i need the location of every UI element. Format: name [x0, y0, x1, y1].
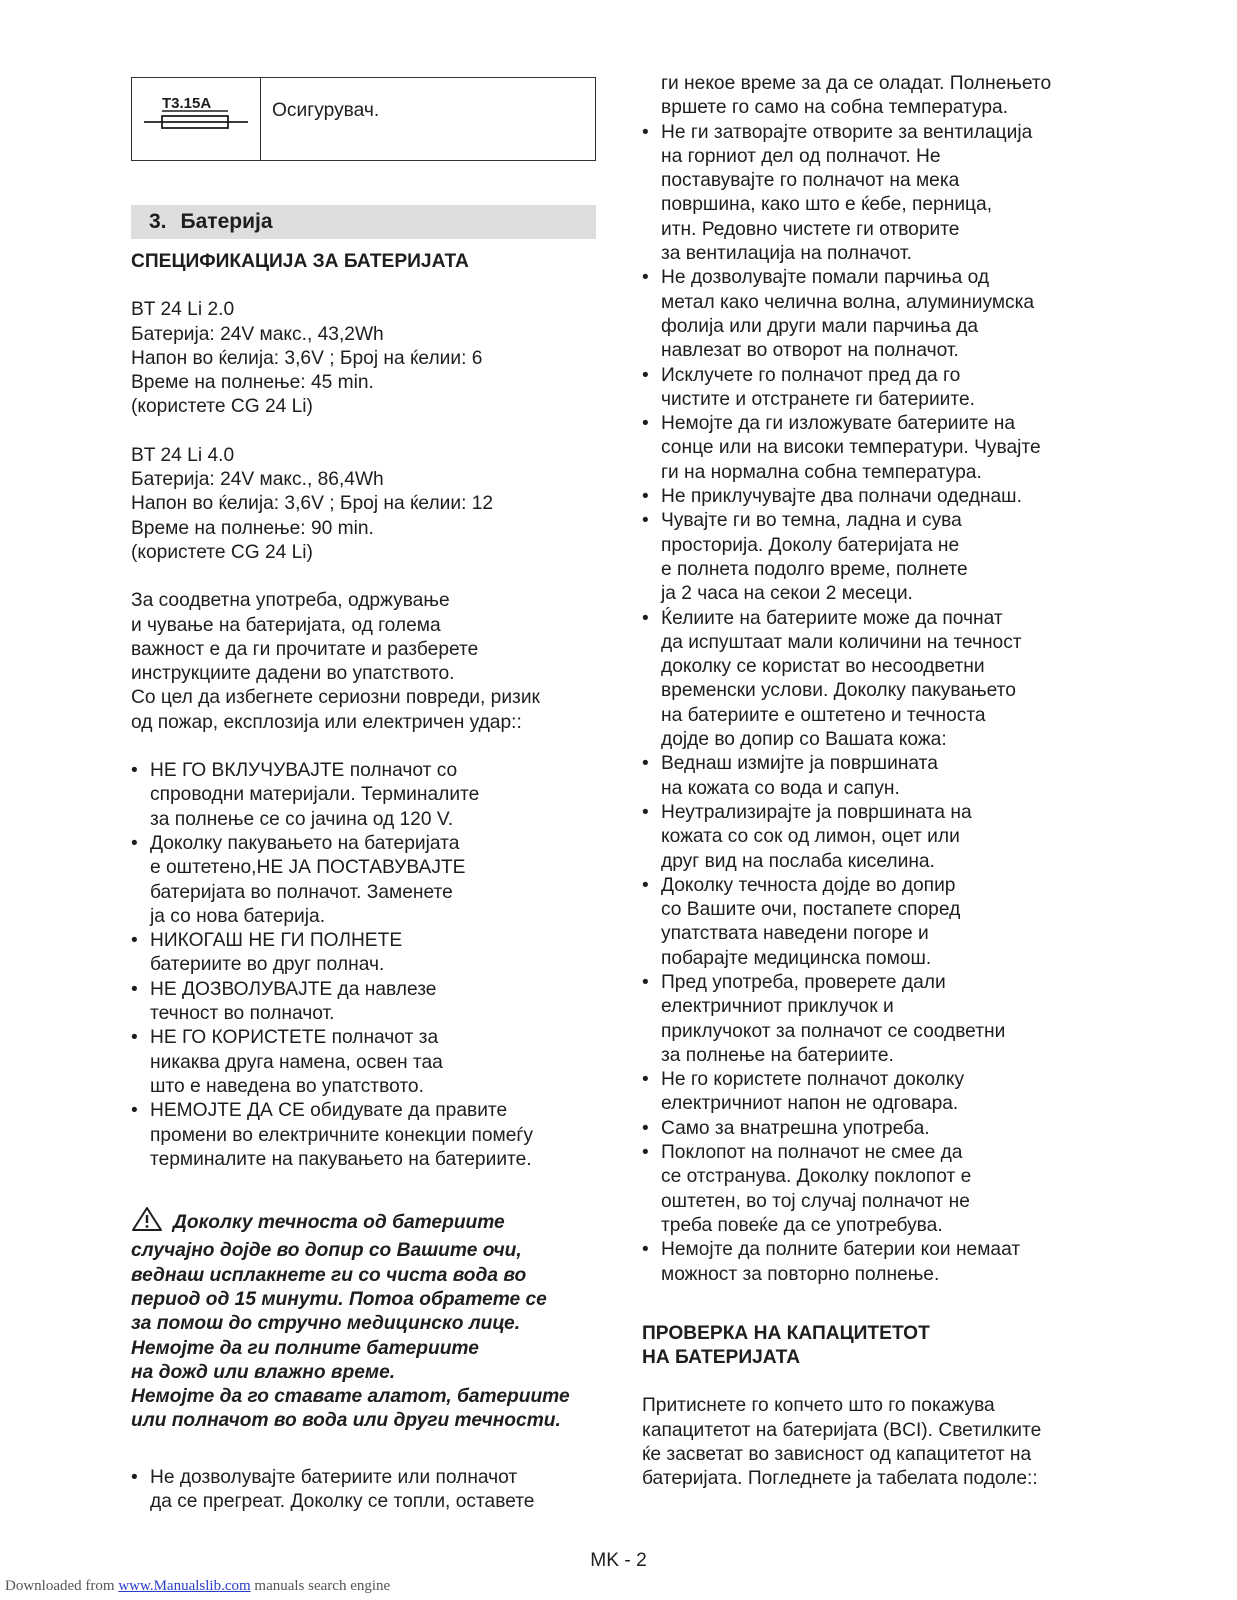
warning-block [131, 1206, 596, 1434]
page-number: MK - 2 [590, 1550, 647, 1571]
list-item: • НЕ ДОЗВОЛУВАЈТЕ да навлезе течност во полначот. [131, 978, 437, 1025]
intro-paragraph [131, 589, 596, 735]
manualslib-link[interactable]: www.Manualslib.com [118, 1578, 251, 1594]
list-item: • Доколку течноста дојде во допир со Вашите очи, постапете според упатствата наведени погоре и побарајте медицинска помош. [642, 874, 961, 969]
warning-line: на дожд или влажно време. [131, 1361, 396, 1383]
list-item: • Само за внатрешна употреба. [642, 1117, 930, 1139]
battery-cells: Напон во ќелија: 3,6V ; Број на ќелии: 12 [131, 493, 494, 515]
warning-line: за помош до стручно медицинско лице. [131, 1313, 521, 1335]
battery-capacity: Батерија: 24V макс., 86,4Wh [131, 469, 384, 491]
battery-capacity: Батерија: 24V макс., 43,2Wh [131, 323, 384, 345]
battery-charge-time: Време на полнење: 45 min. [131, 372, 374, 394]
battery-model: BT 24 Li 4.0 [131, 444, 235, 466]
list-item: • НЕ ГО ВКЛУЧУВАЈТЕ полначот со спроводни материјали. Терминалите за полнење се со јачина од 120 V. [131, 760, 480, 830]
list-item: • НЕМОЈТЕ ДА СЕ обидувате да правите промени во електричните конекции помеѓу терминалите на пакувањето на батериите. [131, 1100, 534, 1170]
fuse-table [131, 77, 596, 161]
section-heading [131, 205, 596, 239]
fuse-symbol-cell [132, 78, 261, 160]
overheat-list [131, 1466, 596, 1515]
battery-charge-time: Време на полнење: 90 min. [131, 517, 374, 539]
fuse-symbol-label: T3.15A [162, 95, 212, 112]
intro-line: и чување на батеријата, од голема [131, 614, 441, 636]
spec-heading: СПЕЦИФИКАЦИЈА ЗА БАТЕРИЈАТА [131, 251, 469, 272]
fuse-description: Осигурувач. [272, 100, 380, 121]
battery-cells: Напон во ќелија: 3,6V ; Број на ќелии: 6 [131, 347, 483, 369]
intro-line: важност е да ги прочитате и разберете [131, 638, 479, 660]
warning-triangle-icon [131, 1206, 163, 1239]
warning-line: или полначот во вода или други течности. [131, 1410, 561, 1432]
list-item: • Не приклучувајте два полначи одеднаш. [642, 486, 1022, 508]
list-item: • Пред употреба, проверете дали електричниот приклучок и приклучокот за полначот се соодветни за полнење на батериите. [642, 971, 1006, 1066]
battery-spec-1 [131, 298, 596, 419]
right-column [642, 72, 1112, 1492]
list-item: • Немојте да ги изложувате батериите на сонце или на високи температури. Чувајте ги на нормална собна температура. [642, 413, 1041, 483]
left-column [131, 250, 596, 1514]
section-title: Батерија [180, 210, 273, 233]
section-number: 3. [149, 210, 167, 233]
warning-line: период од 15 минути. Потоа обратете се [131, 1288, 547, 1310]
intro-line: За соодветна употреба, одржување [131, 590, 450, 612]
charger-safety-list [642, 121, 1112, 1287]
footer-prefix: Downloaded from [5, 1578, 119, 1594]
list-item: • Веднаш измијте ја површината на кожата со вода и сапун. [642, 753, 938, 799]
capacity-heading: ПРОВЕРКА НА КАПАЦИТЕТОТ НА БАТЕРИЈАТА [642, 1322, 930, 1369]
list-item: • Не дозволувајте помали парчиња од метал како челична волна, алуминиумска фолија или други мали парчиња да навлезат во отворот на полначот. [642, 267, 1035, 362]
fuse-icon [144, 90, 248, 139]
intro-line: инструкциите дадени во упатството. [131, 663, 455, 685]
list-item: • Исклучете го полначот пред да го чистите и отстранете ги батериите. [642, 364, 975, 410]
list-item: • Ќелиите на батериите може да почнат да испуштаат мали количини на течност доколку се користат во несоодветни временски услови. Доколку пакувањето на батериите е оштетено и течноста дојде во допир со Вашата кожа: [642, 607, 1022, 751]
safety-list [131, 759, 596, 1172]
warning-line: случајно дојде во допир со Вашите очи, [131, 1240, 522, 1262]
battery-spec-2 [131, 444, 596, 565]
list-item: • Не го користете полначот доколку електричниот напон не одговара. [642, 1069, 965, 1115]
warning-line: веднаш исплакнете ги со чиста вода во [131, 1264, 527, 1286]
continuation-text: ги некое време за да се оладат. Полнењето вршете го само на собна температура. [661, 73, 1052, 119]
battery-charger: (користете CG 24 Li) [131, 541, 313, 563]
list-item: • Неутрализирајте ја површината на кожата со сок од лимон, оцет или друг вид на послаба киселина. [642, 801, 972, 872]
list-item: • НЕ ГО КОРИСТЕТЕ полначот за никаква друга намена, освен таа што е наведена во упатството. [131, 1027, 443, 1097]
battery-model: BT 24 Li 2.0 [131, 299, 235, 321]
intro-line: Со цел да избегнете сериозни повреди, ризик [131, 687, 540, 709]
battery-charger: (користете CG 24 Li) [131, 396, 313, 418]
capacity-paragraph: Притиснете го копчето што го покажува капацитетот на батеријата (BCI). Светилките ќе засветат во зависност од капацитетот на батеријата. Погледнете ја табелата подоле:: [642, 1395, 1042, 1490]
footer-suffix: manuals search engine [250, 1578, 391, 1594]
list-item: • Не дозволувајте батериите или полначот да се прегреат. Доколку се топли, оставете [131, 1466, 535, 1513]
list-item: • НИКОГАШ НЕ ГИ ПОЛНЕТЕ батериите во друг полнач. [131, 930, 403, 976]
warning-line: Немојте да го ставате алатот, батериите [131, 1386, 570, 1408]
warning-line: Немојте да ги полните батериите [131, 1337, 479, 1359]
warning-line: Доколку течноста од батериите [173, 1212, 505, 1234]
footer [5, 1578, 390, 1595]
list-item: • Не ги затворајте отворите за вентилација на горниот дел од полначот. Не поставувајте го полначот на мека површина, како што е ќебе, перница, итн. Редовно чистете ги отворите за вентилација на полначот. [642, 121, 1033, 265]
intro-line: од пожар, експлозија или електричен удар:: [131, 711, 522, 733]
list-item: • Поклопот на полначот не смее да се отстранува. Доколку поклопот е оштетен, во тој случај полначот не треба повеќе да се употребува. [642, 1142, 972, 1236]
list-item: • Доколку пакувањето на батеријата е оштетено,НЕ ЈА ПОСТАВУВАЈТЕ батеријата во полначот. Заменете ја со нова батерија. [131, 832, 466, 927]
list-item: • Чувајте ги во темна, ладна и сува просторија. Доколу батеријата не е полнета подолго време, полнете ја 2 часа на секои 2 месеци. [642, 510, 968, 605]
list-item: • Немојте да полните батерии кои немаат можност за повторно полнење. [642, 1239, 1021, 1285]
